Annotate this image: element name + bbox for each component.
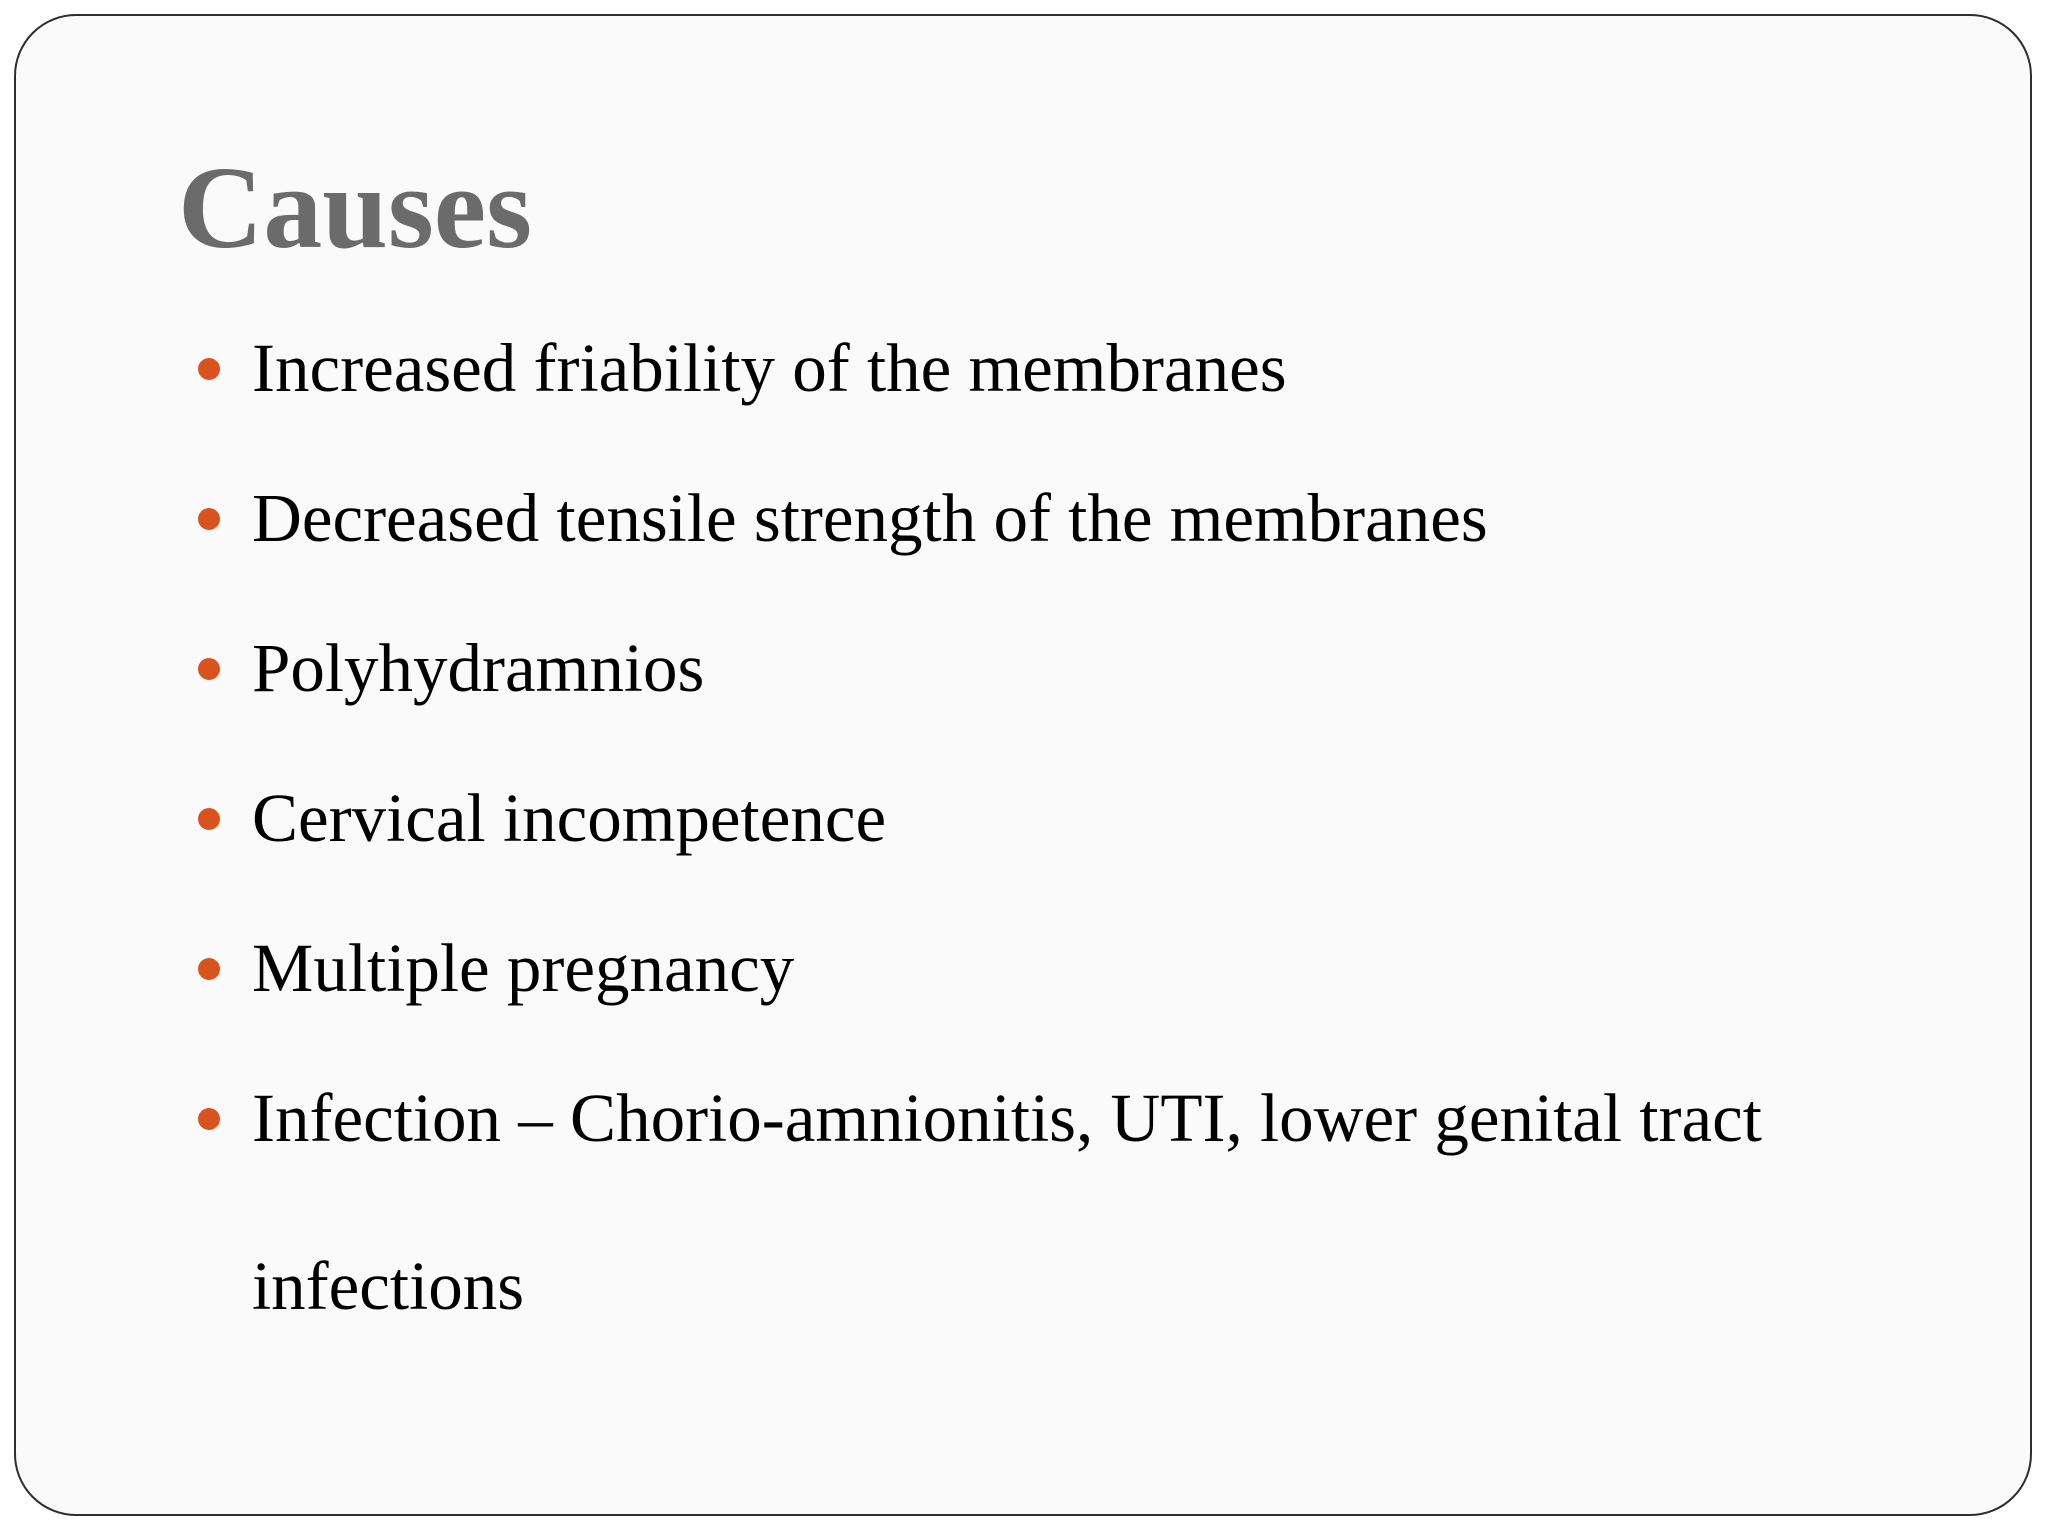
bullet-dot-icon bbox=[198, 658, 220, 680]
list-item bbox=[178, 916, 1938, 1020]
list-item bbox=[178, 316, 1938, 420]
list-item bbox=[178, 616, 1938, 720]
bullet-dot-icon bbox=[198, 958, 220, 980]
list-item bbox=[178, 1034, 1938, 1370]
bullet-text: Infection – Chorio-amnionitis, UTI, lower genital tract infections bbox=[252, 1080, 1762, 1324]
bullet-dot-icon bbox=[198, 1108, 220, 1130]
bullet-text: Cervical incompetence bbox=[252, 780, 887, 856]
slide bbox=[14, 14, 2032, 1516]
slide-title: Causes bbox=[178, 142, 533, 273]
bullet-text: Increased friability of the membranes bbox=[252, 330, 1287, 406]
bullet-dot-icon bbox=[198, 808, 220, 830]
bullet-list bbox=[178, 316, 1938, 1416]
bullet-text: Decreased tensile strength of the membranes bbox=[252, 480, 1488, 556]
bullet-text: Multiple pregnancy bbox=[252, 930, 795, 1006]
bullet-text: Polyhydramnios bbox=[252, 630, 705, 706]
list-item bbox=[178, 766, 1938, 870]
bullet-dot-icon bbox=[198, 508, 220, 530]
list-item bbox=[178, 466, 1938, 570]
bullet-dot-icon bbox=[198, 358, 220, 380]
